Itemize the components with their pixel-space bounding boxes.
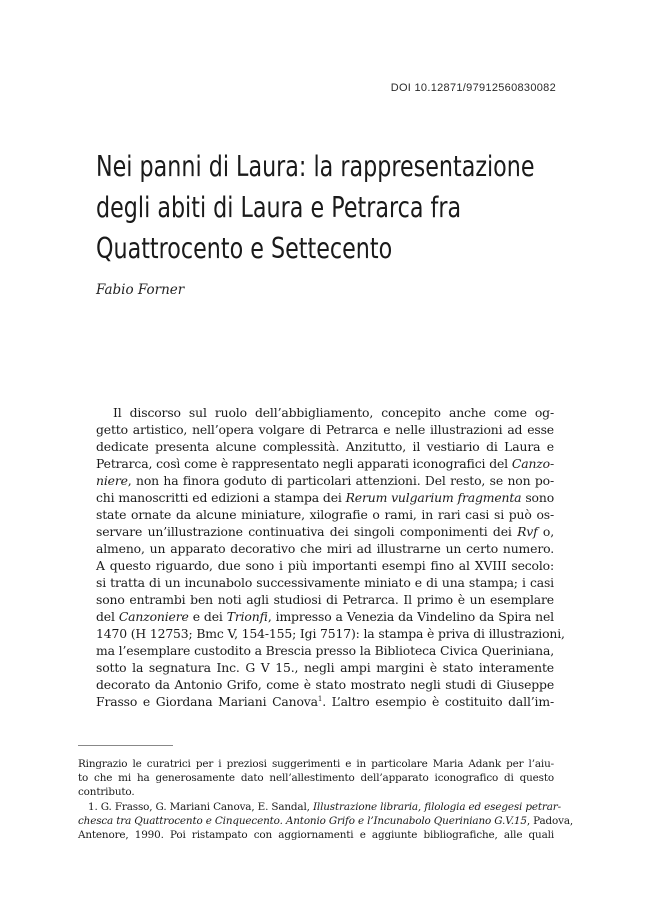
body-line: almeno, un apparato decorativo che miri ad illustrarne un certo numero. — [96, 541, 554, 556]
body-line: Frasso e Giordana Mariani Canova$^1$. L’altro esempio è costituito dall’im- — [96, 694, 554, 709]
footnotes — [78, 757, 574, 842]
footnote-line: to che mi ha generosamente dato nell’allestimento dell’apparato iconografico di questo — [78, 772, 554, 785]
body-line: dedicate presenta alcune complessità. Anzitutto, il vestiario di Laura e — [96, 439, 554, 454]
body-line: Petrarca, così come è rappresentato negli apparati iconografici del Canzo- — [96, 456, 554, 471]
doi-label: DOI 10.12871/97912560830082 — [390, 82, 556, 94]
body-line: servare un’illustrazione continuativa dei singoli componimenti dei Rvf o, — [96, 524, 554, 539]
body-line: getto artistico, nell’opera volgare di Petrarca e nelle illustrazioni ad esse — [96, 422, 554, 437]
author-name: Fabio Forner — [96, 282, 185, 298]
body-line: niere, non ha finora goduto di particolari attenzioni. Del resto, se non po- — [96, 473, 554, 488]
footnote-divider — [78, 745, 173, 746]
body-line: Il discorso sul ruolo dell’abbigliamento, concepito anche come og- — [113, 405, 554, 420]
footnote-line: Ringrazio le curatrici per i preziosi suggerimenti e in particolare Maria Adank per l’aiu- — [78, 758, 554, 770]
body-line: chi manoscritti ed edizioni a stampa dei Rerum vulgarium fragmenta sono — [96, 490, 555, 505]
title-line: Nei panni di Laura: la rappresentazione — [96, 150, 535, 183]
body-line: sono entrambi ben noti agli studiosi di Petrarca. Il primo è un esemplare — [96, 592, 554, 607]
footnote-line: 1. G. Frasso, G. Mariani Canova, E. Sandal, Illustrazione libraria, filologia ed esegesi petrar- — [88, 800, 561, 813]
footnote-line: chesca tra Quattrocento e Cinquecento. Antonio Grifo e l’Incunabolo Queriniano G.V.15, Padova, — [78, 814, 574, 827]
body-line: ma l’esemplare custodito a Brescia presso la Biblioteca Civica Queriniana, — [96, 643, 554, 658]
title-line: Quattrocento e Settecento — [96, 232, 393, 265]
title-line: degli abiti di Laura e Petrarca fra — [96, 191, 462, 224]
body-paragraph — [96, 404, 565, 710]
body-line: del Canzoniere e dei Trionfi, impresso a Venezia da Vindelino da Spira nel — [96, 609, 554, 624]
body-line: 1470 (H 12753; Bmc V, 154-155; Igi 7517): la stampa è priva di illustrazioni, — [96, 626, 565, 641]
footnote-line: contributo. — [78, 786, 135, 799]
chapter-title — [96, 146, 535, 269]
footnote-line: Antenore, 1990. Poi ristampato con aggiornamenti e aggiunte bibliografiche, alle quali — [78, 829, 554, 842]
body-line: sotto la segnatura Inc. G V 15., negli ampi margini è stato interamente — [96, 660, 554, 675]
footnote-ref[interactable]: 1 — [317, 694, 323, 703]
body-line: A questo riguardo, due sono i più importanti esempi fino al XVIII secolo: — [96, 558, 554, 573]
body-line: si tratta di un incunabolo successivamente miniato e di una stampa; i casi — [96, 575, 554, 590]
body-line: decorato da Antonio Grifo, come è stato mostrato negli studi di Giuseppe — [96, 677, 554, 692]
body-line: state ornate da alcune miniature, xilografie o rami, in rari casi si può os- — [96, 507, 554, 522]
